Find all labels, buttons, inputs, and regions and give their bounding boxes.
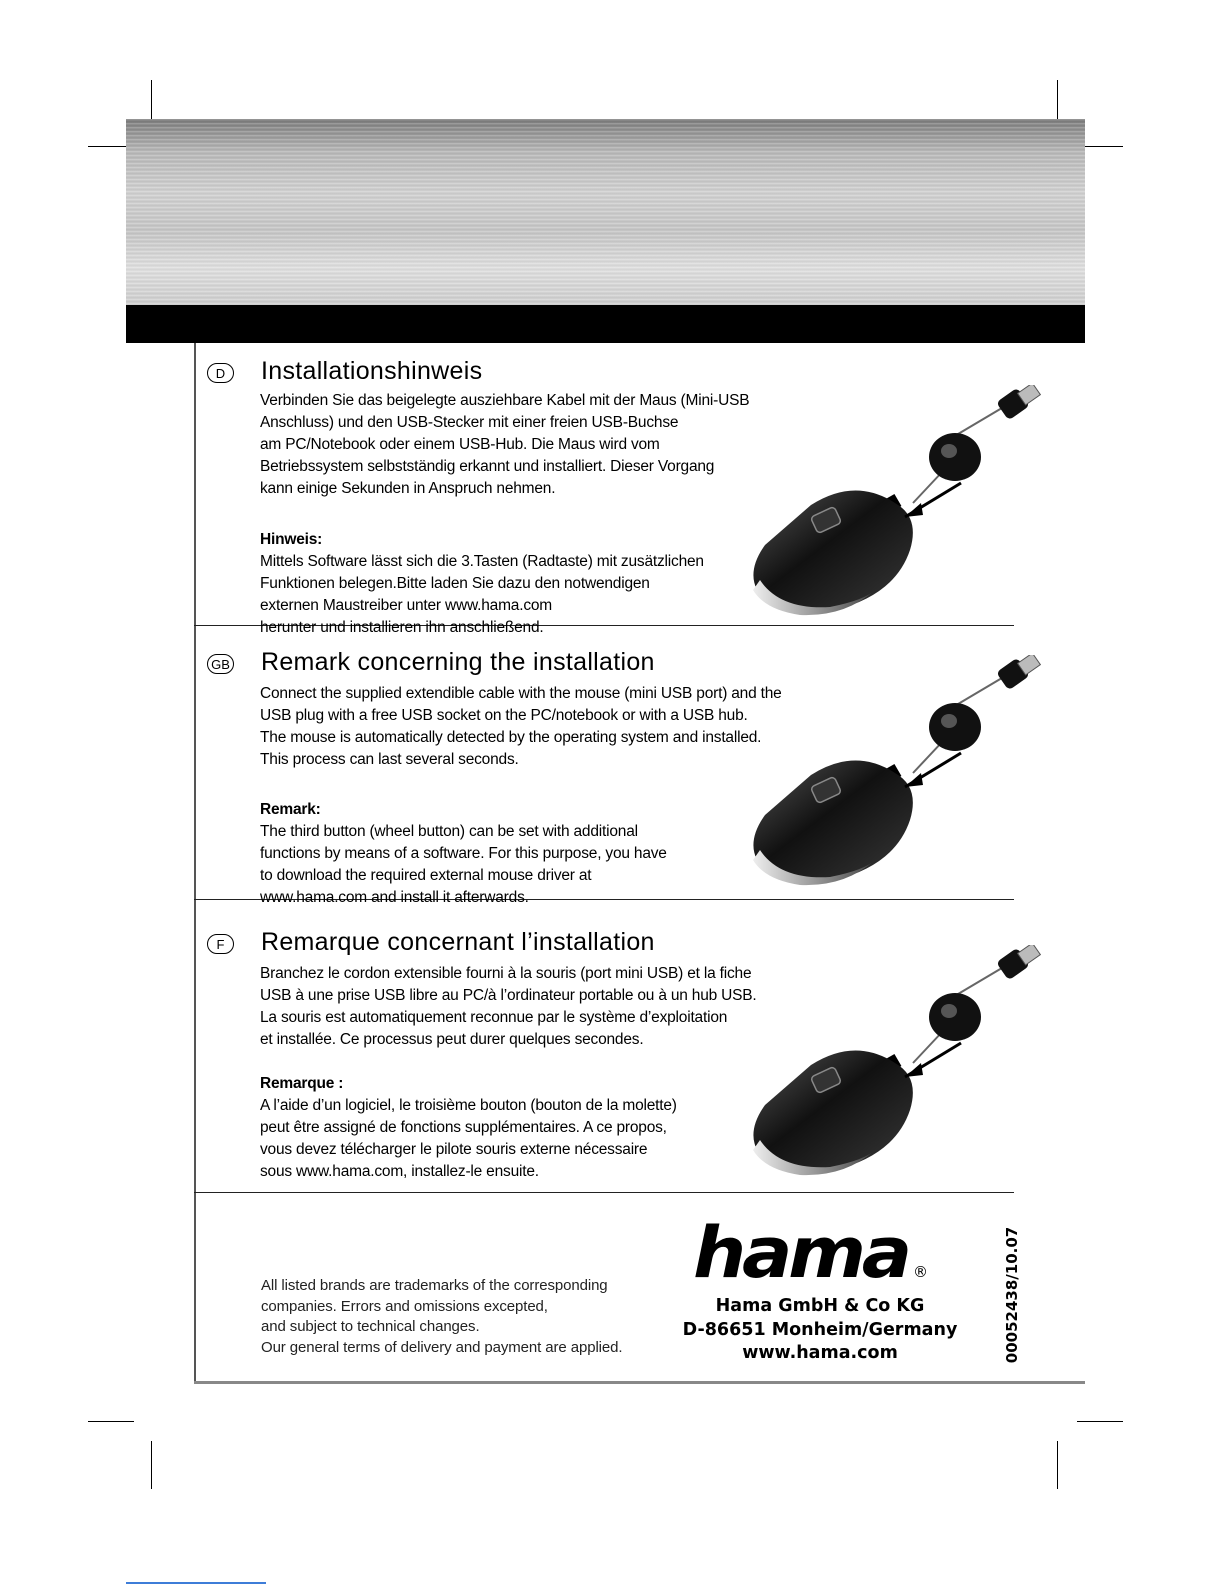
section-note	[260, 777, 667, 909]
section-title: Remarque concernant l’installation	[261, 928, 655, 956]
section-divider	[194, 1192, 1014, 1193]
crop-mark	[1057, 1441, 1058, 1489]
section-note	[260, 1051, 677, 1183]
note-text: Mittels Software lässt sich die 3.Tasten (Radtaste) mit zusätzlichen Funktionen belegen.Bitte laden Sie dazu den notwendigen externen Maustreiber unter www.hama.com herunter und installieren ihn anschließend.	[260, 553, 704, 636]
section-body: Connect the supplied extendible cable with the mouse (mini USB port) and the USB plug with a free USB socket on the PC/notebook or with a USB hub. The mouse is automatically detected by the operating system and installed. This process can last several seconds.	[260, 685, 782, 768]
note-text: The third button (wheel button) can be set with additional functions by means of a software. For this purpose, you have to download the required external mouse driver at www.hama.com and install it afterwards.	[260, 823, 667, 906]
page-edge-marker	[126, 1582, 266, 1584]
section-body: Branchez le cordon extensible fourni à la souris (port mini USB) et la fiche USB à une prise USB libre au PC/à l’ordinateur portable ou à un hub USB. La souris est automatiquement reconnue par le système d’exploitation et installée. Ce processus peut durer quelques secondes.	[260, 965, 757, 1048]
note-text: A l’aide d’un logiciel, le troisième bouton (bouton de la molette) peut être assigné de fonctions supplémentaires. A ce propos, vous devez télécharger le pilote souris externe nécessaire sous www.hama.com, installez-le ensuite.	[260, 1097, 677, 1180]
note-heading: Hinweis:	[260, 531, 323, 548]
note-heading: Remark:	[260, 801, 321, 818]
note-heading: Remarque :	[260, 1075, 344, 1092]
hama-logo	[693, 1219, 938, 1289]
section-note	[260, 507, 704, 639]
legal-disclaimer: All listed brands are trademarks of the corresponding companies. Errors and omissions excepted, and subject to technical changes. Our general terms of delivery and payment are applied.	[261, 1277, 623, 1356]
crop-mark	[88, 1421, 134, 1422]
language-badge: F	[207, 934, 234, 954]
header-black-band	[126, 305, 1085, 343]
usb-mouse-with-retractable-cable-icon	[745, 655, 1055, 890]
company-name: Hama GmbH & Co KG	[715, 1296, 925, 1316]
usb-mouse-with-retractable-cable-icon	[745, 945, 1055, 1180]
usb-mouse-with-retractable-cable-icon	[745, 385, 1055, 620]
company-address: D-86651 Monheim/Germany	[682, 1320, 958, 1340]
frame-bottom-line	[194, 1381, 1085, 1384]
language-badge: GB	[207, 654, 234, 674]
section-title: Remark concerning the installation	[261, 648, 655, 676]
language-badge: D	[207, 363, 234, 383]
section-body: Verbinden Sie das beigelegte ausziehbare Kabel mit der Maus (Mini-USB Anschluss) und den USB-Stecker mit einer freien USB-Buchse am PC/Notebook oder einem USB-Hub. Die Maus wird vom Betriebssystem selbstständig erkannt und installiert. Dieser Vorgang kann einige Sekunden in Anspruch nehmen.	[260, 392, 750, 497]
document-number-text: 00052438/10.07	[1003, 1226, 1021, 1364]
crop-mark	[151, 1441, 152, 1489]
document-number	[1000, 1225, 1024, 1365]
brushed-metal-header	[126, 119, 1085, 305]
section-title: Installationshinweis	[261, 357, 483, 385]
company-url: www.hama.com	[742, 1343, 898, 1363]
crop-mark	[1077, 1421, 1123, 1422]
registered-mark: ®	[913, 1263, 928, 1281]
frame-left-line	[194, 343, 196, 1383]
logo-wordmark: hama	[693, 1219, 908, 1289]
